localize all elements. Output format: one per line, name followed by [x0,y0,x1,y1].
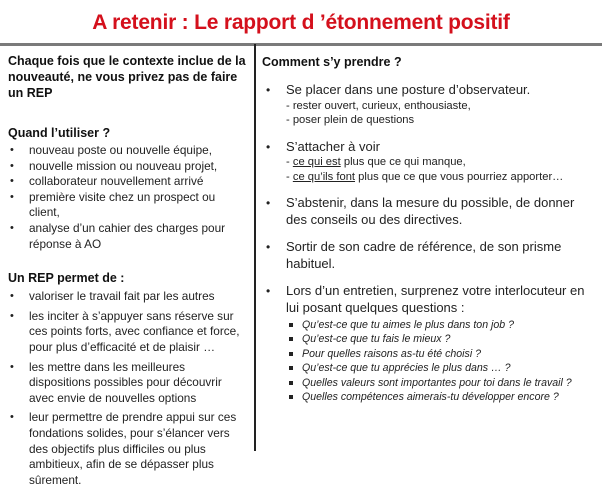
sub-text: - poser plein de questions [286,114,415,126]
sub-text [286,170,598,185]
item-text: S’attacher à voir [286,138,380,154]
intro-text: Chaque fois que le contexte inclue de la nouveauté, ne vous privez pas de faire un REP [8,54,246,100]
list-item: • S’abstenir, dans la mesure du possible, de donner des conseils ou des directives. [262,195,598,228]
sub-text: - rester ouvert, curieux, enthousiaste, [286,99,471,112]
question-item: Qu’est-ce que tu apprécies le plus dans … ? [286,361,598,375]
question-list [286,318,598,404]
column-divider [254,44,256,451]
item-text: Se placer dans une posture d’observateur. [286,82,531,97]
question-item: Quelles compétences aimerais-tu développer encore ? [286,390,598,404]
allows-heading: Un REP permet de : [8,271,125,286]
right-column [262,50,598,415]
left-column [8,50,248,488]
list-item: • première visite chez un prospect ou client, [8,190,248,221]
sub-rest: plus que ce que vous pourriez apporter… [355,170,564,183]
sub-prefix: - [286,156,293,168]
list-item [262,139,598,185]
list-item: • les inciter à s’appuyer sans réserve sur ces points forts, avec confiance et force, pour plus d’efficacité et de plaisir … [8,309,248,356]
list-item: • nouvelle mission ou nouveau projet, [8,159,248,175]
list-item: • Sortir de son cadre de référence, de son prisme habituel. [262,239,598,272]
question-item: Pour quelles raisons as-tu été choisi ? [286,347,598,361]
list-item: • leur permettre de prendre appui sur ces fondations solides, pour s’élancer vers des objectifs plus difficiles ou plus ambitieux, afin de se dépasser plus sûrement. [8,410,248,488]
list-item: • analyse d’un cahier des charges pour réponse à AO [8,221,248,252]
sub-text [286,155,598,170]
list-item: • collaborateur nouvellement arrivé [8,174,248,190]
sub-prefix: - [286,170,293,183]
question-item: Qu’est-ce que tu aimes le plus dans ton job ? [286,318,598,332]
item-text: Lors d’un entretien, surprenez votre interlocuteur en lui posant quelques questions : [286,283,585,315]
when-heading: Quand l’utiliser ? [8,126,111,140]
allows-list [8,289,248,488]
list-item: • les mettre dans les meilleures dispositions possibles pour découvrir avec envie de nouvelles options [8,360,248,407]
list-item: • valoriser le travail fait par les autres [8,289,248,305]
list-item [262,283,598,404]
how-list [262,82,598,404]
when-list [8,143,248,252]
list-item: • nouveau poste ou nouvelle équipe, [8,143,248,159]
underlined-text: ce qui est [292,156,341,168]
question-item: Qu’est-ce que tu fais le mieux ? [286,332,598,346]
question-item: Quelles valeurs sont importantes pour toi dans le travail ? [286,376,598,390]
underlined-text: ce qu’ils font [292,170,356,183]
list-item [262,82,598,128]
how-heading: Comment s’y prendre ? [262,55,402,69]
sub-rest: plus que ce qui manque, [340,156,466,168]
page-title: A retenir : Le rapport d ’étonnement positif [92,11,510,34]
title-rule [0,43,602,46]
